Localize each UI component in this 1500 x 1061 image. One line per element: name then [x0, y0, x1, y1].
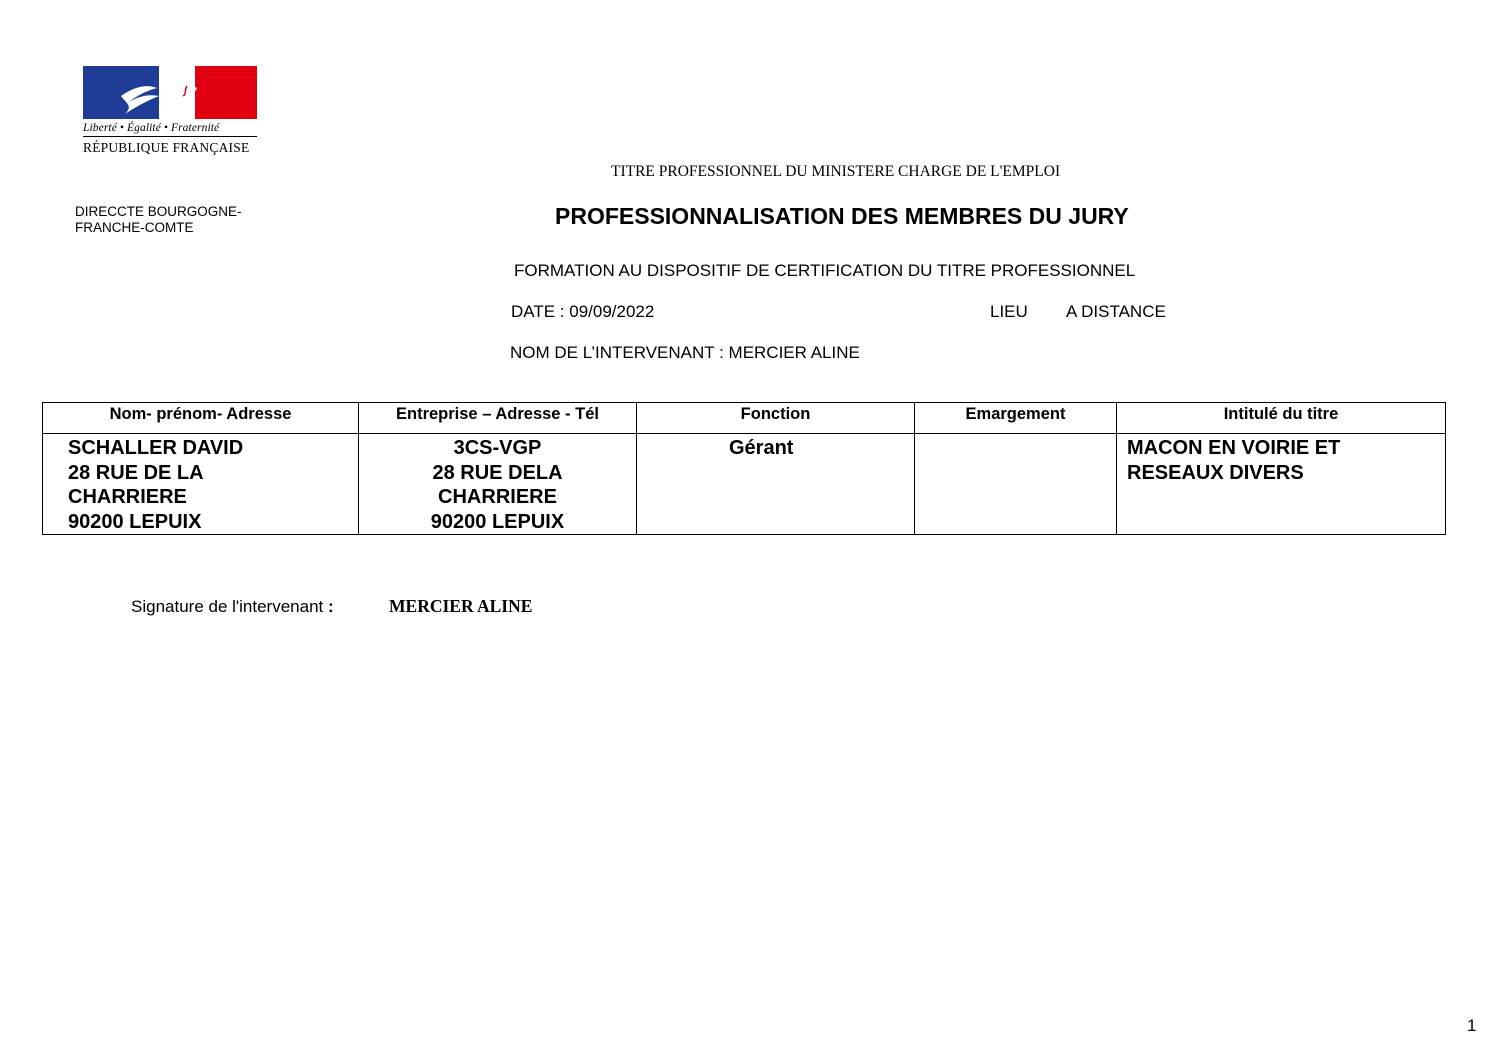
company-address-line: 90200 LEPUIX: [430, 510, 565, 533]
ministry-heading: TITRE PROFESSIONNEL DU MINISTERE CHARGE DE L'EMPLOI: [611, 163, 1061, 180]
company-address-line: CHARRIERE: [438, 486, 557, 508]
page-title: PROFESSIONNALISATION DES MEMBRES DU JURY: [555, 203, 1129, 229]
column-header-name: Nom- prénom- Adresse: [43, 403, 359, 434]
logo-divider: [83, 136, 257, 137]
republic-motto: Liberté • Égalité • Fraternité: [83, 122, 220, 134]
cell-company: [359, 434, 637, 535]
republique-francaise-logo: [83, 66, 259, 156]
signature-value: MERCIER ALINE: [389, 596, 533, 616]
cell-function: Gérant: [637, 434, 915, 535]
column-header-company: Entreprise – Adresse - Tél: [359, 403, 637, 434]
directe-region: [75, 204, 242, 236]
company-name: 3CS-VGP: [453, 437, 542, 459]
directe-line-2: FRANCHE-COMTE: [75, 220, 194, 235]
column-header-signature: Emargement: [915, 403, 1117, 434]
directe-line-1: DIRECCTE BOURGOGNE-: [75, 204, 242, 219]
cell-title: [1117, 434, 1446, 535]
title-line: MACON EN VOIRIE ET: [1127, 437, 1341, 459]
column-header-function: Fonction: [637, 403, 915, 434]
table-header-row: [43, 403, 1446, 434]
address-line: CHARRIERE: [68, 486, 187, 508]
column-header-title: Intitulé du titre: [1117, 403, 1446, 434]
table-row: [43, 434, 1446, 535]
attendance-table: [42, 402, 1446, 535]
signature-colon: :: [323, 597, 334, 616]
cell-name-address: [43, 434, 359, 535]
title-line: RESEAUX DIVERS: [1127, 461, 1304, 484]
intervenant-name: NOM DE L’INTERVENANT : MERCIER ALINE: [510, 343, 860, 362]
signature-label-text: Signature de l'intervenant: [131, 597, 324, 616]
location-label: LIEU: [990, 302, 1028, 321]
marianne-flag-logo: [83, 66, 257, 119]
signature-label: [131, 597, 334, 617]
address-line: 90200 LEPUIX: [68, 510, 202, 533]
address-line: 28 RUE DE LA: [68, 461, 204, 484]
session-date: DATE : 09/09/2022: [511, 302, 655, 321]
republique-francaise-text: RÉPUBLIQUE FRANÇAISE: [83, 140, 250, 155]
page-number: 1: [1467, 1016, 1477, 1035]
formation-subtitle: FORMATION AU DISPOSITIF DE CERTIFICATION DU TITRE PROFESSIONNEL: [514, 261, 1136, 280]
location-value: A DISTANCE: [1066, 302, 1166, 321]
company-address-line: 28 RUE DELA: [432, 461, 563, 484]
name-line: SCHALLER DAVID: [68, 437, 244, 459]
cell-signature[interactable]: [915, 434, 1117, 535]
